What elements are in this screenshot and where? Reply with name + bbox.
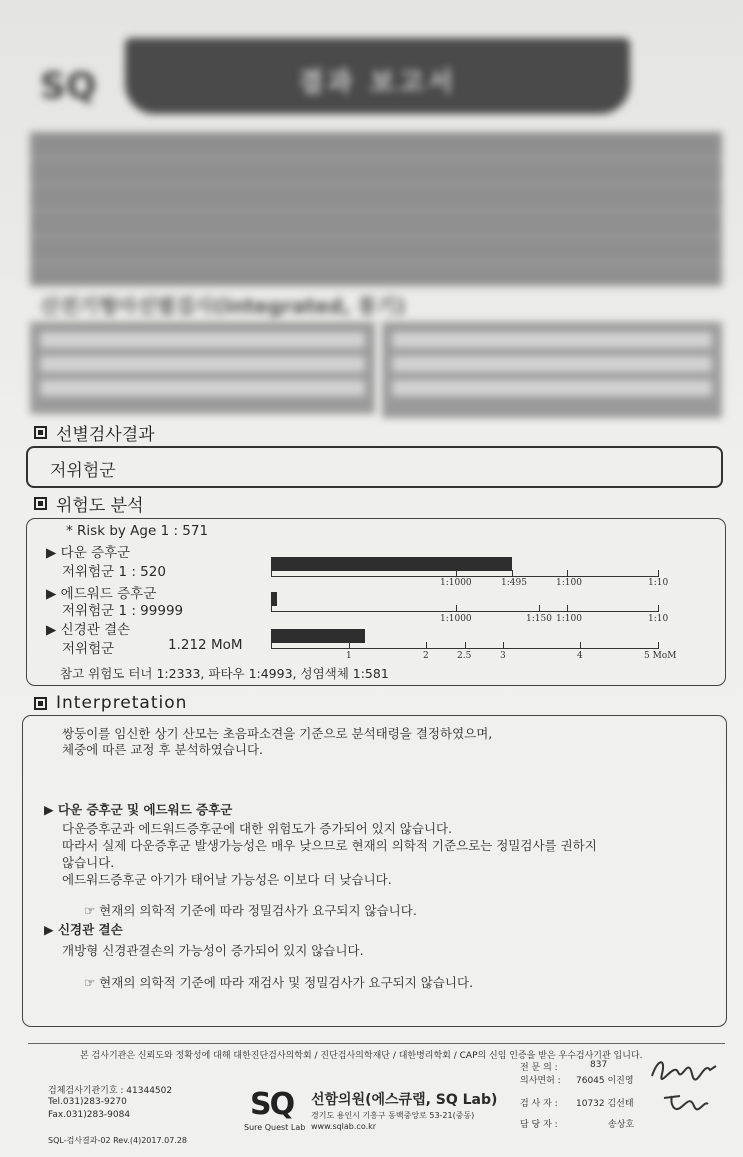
reference-risk: 참고 위험도 터너 1:2333, 파타우 1:4993, 성염색체 1:581 <box>60 666 389 681</box>
section-square-icon <box>34 426 47 439</box>
section-square-icon <box>34 697 47 710</box>
interp-line: 다운증후군과 에드워드증후군에 대한 위험도가 증가되어 있지 않습니다. <box>62 821 453 836</box>
edwards-title: ▶ 에드워드 증후군 <box>46 586 157 602</box>
down-tick <box>456 570 457 577</box>
ntd-tick <box>465 642 466 649</box>
signature-tester <box>660 1090 712 1116</box>
tester-value: 10732 김선태 <box>576 1099 634 1109</box>
down-axis <box>271 576 659 577</box>
edwards-tick <box>658 605 659 612</box>
down-tick-label: 1:1000 <box>440 578 472 588</box>
test-subtitle: 산전기형아선별검사(Integrated, 통기) <box>40 294 406 318</box>
interp-line: 개방형 신경관결손의 가능성이 증가되어 있지 않습니다. <box>62 943 364 958</box>
interp-note: ☞ 현재의 의학적 기준에 따라 정밀검사가 요구되지 않습니다. <box>84 903 417 918</box>
down-title: ▶ 다운 증후군 <box>46 545 131 561</box>
edwards-tick-label: 1:10 <box>648 614 669 624</box>
down-tick-label: 1:10 <box>648 578 669 588</box>
screening-heading: 선별검사결과 <box>34 420 155 445</box>
edwards-tick <box>456 605 457 612</box>
ntd-group: 저위험군 <box>62 641 115 657</box>
interp-line: 따라서 실제 다운증후군 발생가능성은 매우 낮으므로 현재의 의학적 기준으로는 정밀검사를 권하지 <box>62 838 597 853</box>
logo-subtext: Sure Quest Lab <box>244 1123 306 1132</box>
risk-by-age: * Risk by Age 1 : 571 <box>66 523 209 539</box>
down-result: 저위험군 1 : 520 <box>62 564 166 580</box>
interp-line: 에드워드증후군 아기가 태어날 가능성은 이보다 더 낮습니다. <box>62 872 392 887</box>
interpretation-heading: Interpretation <box>34 693 187 713</box>
down-tick <box>512 570 513 577</box>
edwards-tick-label: 1:150 <box>526 614 552 624</box>
ntd-tick-label: 2.5 <box>457 651 472 661</box>
patient-info-table <box>30 132 722 286</box>
down-risk-bar <box>271 557 512 571</box>
license-label: 의사면허 : <box>520 1076 561 1086</box>
ntd-tick-label: 1 <box>346 651 352 661</box>
ntd-tick-start <box>271 642 272 649</box>
specialist-number: 837 <box>590 1060 608 1070</box>
footer-divider <box>28 1043 725 1044</box>
clinic-address: 경기도 용인시 기흥구 동백중앙로 53-21(중동) <box>311 1111 475 1120</box>
down-tick-label: 1:100 <box>556 578 582 588</box>
clinic-name: 선함의원(에스큐랩, SQ Lab) <box>311 1092 498 1108</box>
ntd-value: 1.212 MoM <box>168 637 243 653</box>
ntd-title: ▶ 신경관 결손 <box>46 622 131 638</box>
manager-label: 담 당 자 : <box>520 1120 558 1130</box>
lab-values-table-1 <box>30 322 375 414</box>
ntd-tick-label: 3 <box>500 651 506 661</box>
edwards-tick-start <box>271 605 272 612</box>
screening-result: 저위험군 <box>50 461 116 481</box>
fax: Fax.031)283-9084 <box>48 1110 131 1120</box>
down-edwards-title: ▶ 다운 증후군 및 에드워드 증후군 <box>44 802 233 817</box>
interp-line: 쌍둥이를 임신한 상기 산모는 초음파소견을 기준으로 분석태령을 결정하였으며, <box>62 726 493 741</box>
specialist-label: 전 문 의 : <box>520 1063 558 1073</box>
edwards-tick-label: 1:100 <box>556 614 582 624</box>
ntd-mom-bar <box>271 629 365 643</box>
interp-line: 않습니다. <box>62 855 115 870</box>
certification-text: 본 검사기관은 신뢰도와 정확성에 대해 대한진단검사의학회 / 진단검사의학재단 / 대한병리학회 / CAP의 신임 인증을 받은 우수검사기관 입니다. <box>80 1051 643 1061</box>
tel: Tel.031)283-9270 <box>48 1097 127 1107</box>
ntd-tick-label: 4 <box>577 651 583 661</box>
ntd-tick <box>349 642 350 649</box>
ntd-tick-label: 5 MoM <box>644 651 677 661</box>
ntd-tick <box>503 642 504 649</box>
ntd-tick-label: 2 <box>423 651 429 661</box>
down-tick-label: 1:495 <box>501 578 527 588</box>
lab-values-table-2 <box>382 322 722 418</box>
screening-result-box <box>26 446 723 488</box>
header-logo: SQ <box>40 66 97 107</box>
edwards-axis <box>271 611 659 612</box>
ntd-interp-title: ▶ 신경관 결손 <box>44 922 123 937</box>
risk-heading: 위험도 분석 <box>34 491 144 516</box>
down-tick-start <box>271 570 272 577</box>
interp-line: 체중에 따른 교정 후 분석하였습니다. <box>62 742 263 757</box>
manager-value: 송상호 <box>608 1120 635 1130</box>
ntd-tick <box>580 642 581 649</box>
edwards-risk-bar <box>271 592 277 606</box>
edwards-result: 저위험군 1 : 99999 <box>62 603 184 619</box>
edwards-tick-label: 1:1000 <box>440 614 472 624</box>
down-tick <box>567 570 568 577</box>
interp-note: ☞ 현재의 의학적 기준에 따라 재검사 및 정밀검사가 요구되지 않습니다. <box>84 975 474 990</box>
clinic-website: www.sqlab.co.kr <box>311 1122 377 1131</box>
sq-logo: SQ <box>250 1087 294 1122</box>
report-title: 결과 보고서 <box>298 68 457 98</box>
signature-specialist <box>648 1054 720 1084</box>
edwards-tick <box>567 605 568 612</box>
license-value: 76045 이진영 <box>576 1076 634 1086</box>
form-code: SQL-검사결과-02 Rev.(4)2017.07.28 <box>48 1136 188 1145</box>
down-tick <box>658 570 659 577</box>
section-square-icon <box>34 497 47 510</box>
tester-label: 검 사 자 : <box>520 1099 558 1109</box>
edwards-tick <box>539 605 540 612</box>
ntd-tick <box>658 642 659 649</box>
ntd-tick <box>426 642 427 649</box>
institution-code: 검체검사기관기호 : 41344502 <box>48 1086 173 1096</box>
